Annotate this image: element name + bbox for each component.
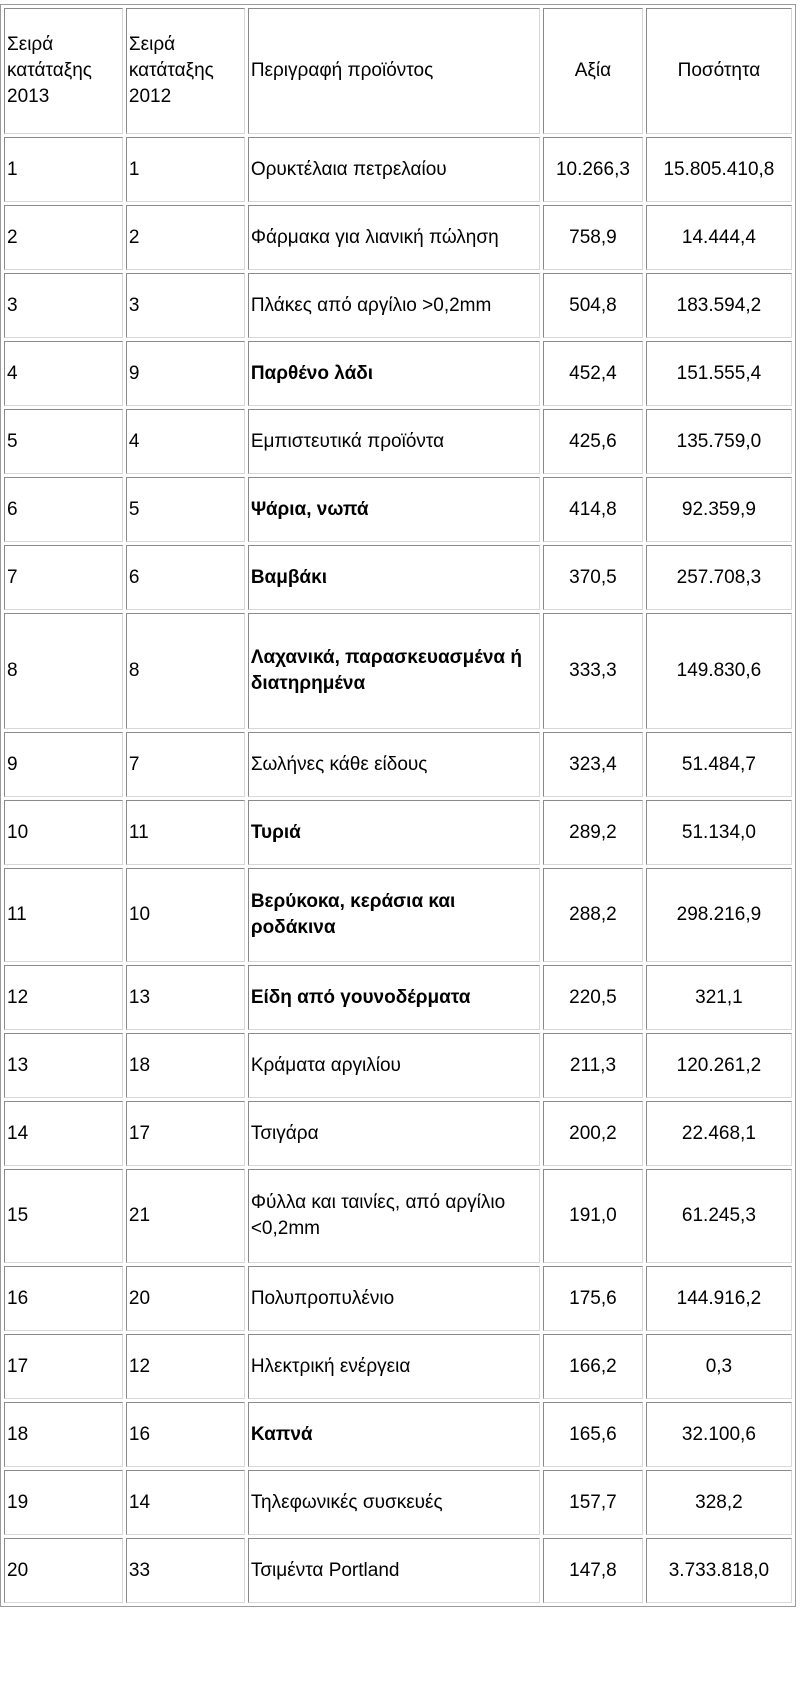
- quantity-cell: 15.805.410,8: [646, 137, 792, 202]
- table-body: [4, 8, 792, 1603]
- table-row: [4, 409, 792, 474]
- rank-2012-cell: 20: [126, 1266, 245, 1331]
- table-row: [4, 1470, 792, 1535]
- rank-2013-cell: 13: [4, 1033, 123, 1098]
- rank-2013-cell: 15: [4, 1169, 123, 1263]
- description-cell: Πλάκες από αργίλιο >0,2mm: [248, 273, 540, 338]
- rank-2013-cell: 18: [4, 1402, 123, 1467]
- description-cell: Τσιγάρα: [248, 1101, 540, 1166]
- quantity-cell: 149.830,6: [646, 613, 792, 729]
- rank-2013-cell: 6: [4, 477, 123, 542]
- description-cell: Καπνά: [248, 1402, 540, 1467]
- rank-2012-cell: 4: [126, 409, 245, 474]
- table-row: [4, 341, 792, 406]
- quantity-cell: 135.759,0: [646, 409, 792, 474]
- table-row: [4, 732, 792, 797]
- rank-2012-cell: 9: [126, 341, 245, 406]
- rank-2013-cell: 17: [4, 1334, 123, 1399]
- rank-2012-cell: 5: [126, 477, 245, 542]
- quantity-cell: 22.468,1: [646, 1101, 792, 1166]
- value-cell: 157,7: [543, 1470, 643, 1535]
- description-cell: Σωλήνες κάθε είδους: [248, 732, 540, 797]
- value-cell: 200,2: [543, 1101, 643, 1166]
- rank-2013-cell: 8: [4, 613, 123, 729]
- rank-2012-cell: 1: [126, 137, 245, 202]
- description-cell: Λαχανικά, παρασκευασμένα ή διατηρημένα: [248, 613, 540, 729]
- value-cell: 175,6: [543, 1266, 643, 1331]
- quantity-cell: 0,3: [646, 1334, 792, 1399]
- rank-2012-cell: 12: [126, 1334, 245, 1399]
- rank-2012-cell: 10: [126, 868, 245, 962]
- header-value: Αξία: [543, 8, 643, 134]
- table-row: [4, 868, 792, 962]
- table-row: [4, 477, 792, 542]
- value-cell: 288,2: [543, 868, 643, 962]
- quantity-cell: 51.134,0: [646, 800, 792, 865]
- rank-2012-cell: 21: [126, 1169, 245, 1263]
- products-table: [0, 4, 796, 1607]
- quantity-cell: 3.733.818,0: [646, 1538, 792, 1603]
- description-cell: Πολυπροπυλένιο: [248, 1266, 540, 1331]
- rank-2013-cell: 9: [4, 732, 123, 797]
- header-rank-2012: Σειρά κατάταξης 2012: [126, 8, 245, 134]
- description-cell: Ορυκτέλαια πετρελαίου: [248, 137, 540, 202]
- rank-2013-cell: 2: [4, 205, 123, 270]
- quantity-cell: 32.100,6: [646, 1402, 792, 1467]
- rank-2012-cell: 14: [126, 1470, 245, 1535]
- description-cell: Φύλλα και ταινίες, από αργίλιο <0,2mm: [248, 1169, 540, 1263]
- value-cell: 333,3: [543, 613, 643, 729]
- table-row: [4, 965, 792, 1030]
- table-row: [4, 1033, 792, 1098]
- value-cell: 166,2: [543, 1334, 643, 1399]
- value-cell: 425,6: [543, 409, 643, 474]
- value-cell: 758,9: [543, 205, 643, 270]
- table-row: [4, 1266, 792, 1331]
- rank-2013-cell: 3: [4, 273, 123, 338]
- quantity-cell: 321,1: [646, 965, 792, 1030]
- description-cell: Βερύκοκα, κεράσια και ροδάκινα: [248, 868, 540, 962]
- table-row: [4, 1334, 792, 1399]
- description-cell: Εμπιστευτικά προϊόντα: [248, 409, 540, 474]
- header-quantity: Ποσότητα: [646, 8, 792, 134]
- rank-2012-cell: 33: [126, 1538, 245, 1603]
- value-cell: 10.266,3: [543, 137, 643, 202]
- quantity-cell: 151.555,4: [646, 341, 792, 406]
- quantity-cell: 61.245,3: [646, 1169, 792, 1263]
- rank-2013-cell: 20: [4, 1538, 123, 1603]
- description-cell: Τηλεφωνικές συσκευές: [248, 1470, 540, 1535]
- description-cell: Είδη από γουνοδέρματα: [248, 965, 540, 1030]
- rank-2013-cell: 10: [4, 800, 123, 865]
- value-cell: 289,2: [543, 800, 643, 865]
- description-cell: Ψάρια, νωπά: [248, 477, 540, 542]
- description-cell: Φάρμακα για λιανική πώληση: [248, 205, 540, 270]
- rank-2012-cell: 8: [126, 613, 245, 729]
- quantity-cell: 257.708,3: [646, 545, 792, 610]
- value-cell: 147,8: [543, 1538, 643, 1603]
- value-cell: 165,6: [543, 1402, 643, 1467]
- header-row: [4, 8, 792, 134]
- value-cell: 191,0: [543, 1169, 643, 1263]
- value-cell: 323,4: [543, 732, 643, 797]
- value-cell: 414,8: [543, 477, 643, 542]
- rank-2013-cell: 16: [4, 1266, 123, 1331]
- quantity-cell: 92.359,9: [646, 477, 792, 542]
- quantity-cell: 120.261,2: [646, 1033, 792, 1098]
- value-cell: 504,8: [543, 273, 643, 338]
- rank-2013-cell: 1: [4, 137, 123, 202]
- quantity-cell: 183.594,2: [646, 273, 792, 338]
- table-row: [4, 545, 792, 610]
- table-row: [4, 1402, 792, 1467]
- description-cell: Παρθένο λάδι: [248, 341, 540, 406]
- rank-2012-cell: 17: [126, 1101, 245, 1166]
- quantity-cell: 328,2: [646, 1470, 792, 1535]
- rank-2013-cell: 14: [4, 1101, 123, 1166]
- rank-2013-cell: 7: [4, 545, 123, 610]
- table-row: [4, 1101, 792, 1166]
- quantity-cell: 51.484,7: [646, 732, 792, 797]
- header-description: Περιγραφή προϊόντος: [248, 8, 540, 134]
- rank-2012-cell: 6: [126, 545, 245, 610]
- rank-2012-cell: 11: [126, 800, 245, 865]
- rank-2013-cell: 12: [4, 965, 123, 1030]
- rank-2012-cell: 7: [126, 732, 245, 797]
- value-cell: 370,5: [543, 545, 643, 610]
- description-cell: Κράματα αργιλίου: [248, 1033, 540, 1098]
- description-cell: Ηλεκτρική ενέργεια: [248, 1334, 540, 1399]
- quantity-cell: 298.216,9: [646, 868, 792, 962]
- table-row: [4, 613, 792, 729]
- quantity-cell: 144.916,2: [646, 1266, 792, 1331]
- rank-2013-cell: 11: [4, 868, 123, 962]
- value-cell: 211,3: [543, 1033, 643, 1098]
- table-row: [4, 137, 792, 202]
- rank-2012-cell: 2: [126, 205, 245, 270]
- quantity-cell: 14.444,4: [646, 205, 792, 270]
- description-cell: Βαμβάκι: [248, 545, 540, 610]
- value-cell: 220,5: [543, 965, 643, 1030]
- rank-2012-cell: 13: [126, 965, 245, 1030]
- rank-2012-cell: 16: [126, 1402, 245, 1467]
- rank-2013-cell: 19: [4, 1470, 123, 1535]
- value-cell: 452,4: [543, 341, 643, 406]
- table-row: [4, 205, 792, 270]
- header-rank-2013: Σειρά κατάταξης 2013: [4, 8, 123, 134]
- table-row: [4, 273, 792, 338]
- rank-2012-cell: 18: [126, 1033, 245, 1098]
- table-row: [4, 1169, 792, 1263]
- rank-2012-cell: 3: [126, 273, 245, 338]
- rank-2013-cell: 4: [4, 341, 123, 406]
- description-cell: Τυριά: [248, 800, 540, 865]
- table-row: [4, 1538, 792, 1603]
- rank-2013-cell: 5: [4, 409, 123, 474]
- table-row: [4, 800, 792, 865]
- description-cell: Τσιμέντα Portland: [248, 1538, 540, 1603]
